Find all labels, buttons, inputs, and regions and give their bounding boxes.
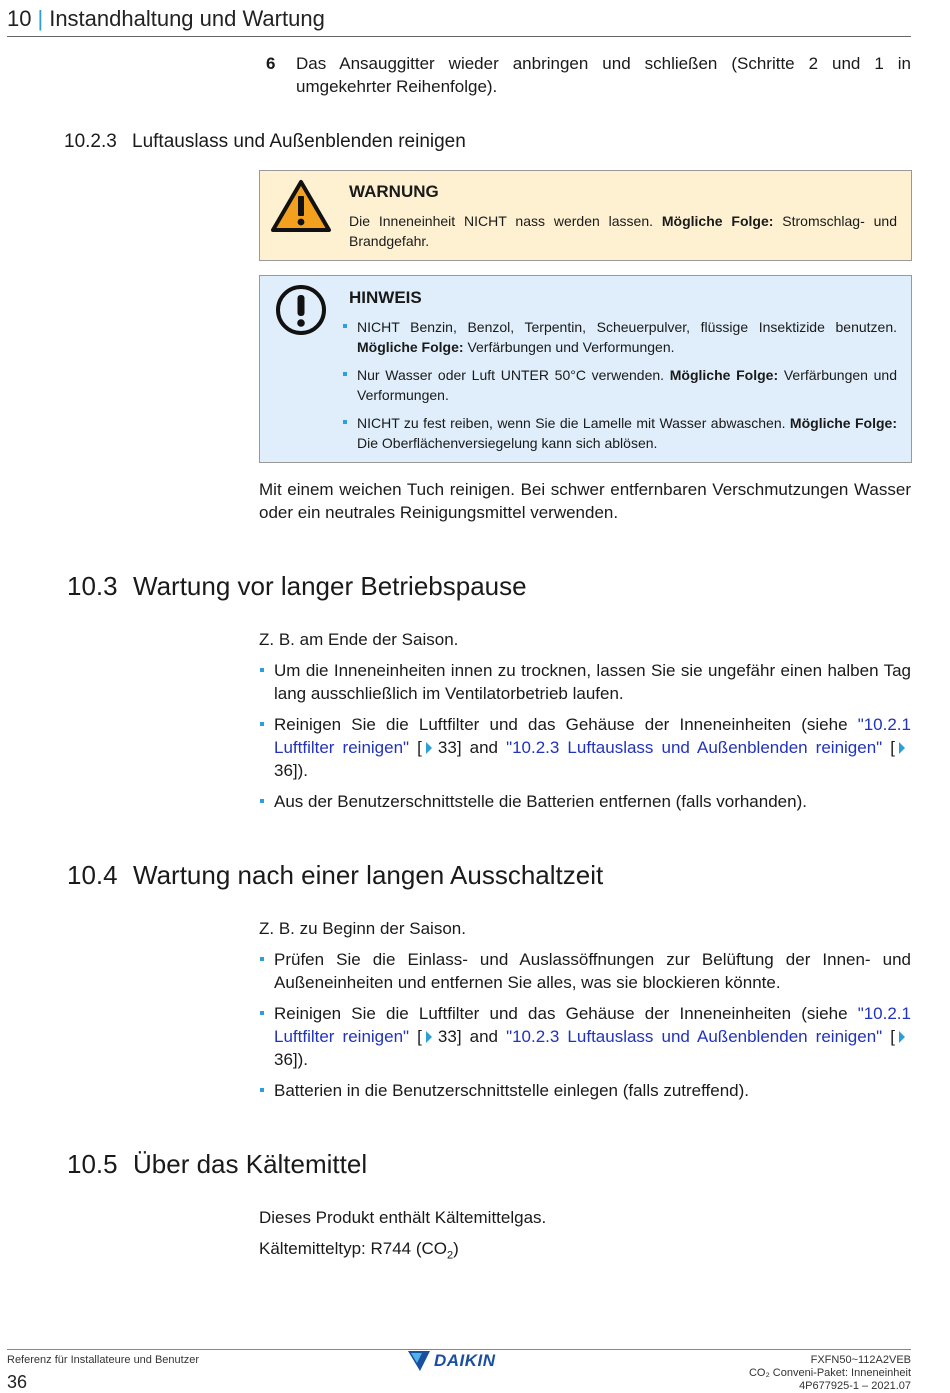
ref-bracket: [ bbox=[409, 1027, 422, 1046]
refrigerant-line-1: Dieses Produkt enthält Kältemittelgas. bbox=[259, 1208, 547, 1227]
notice-item-text: Nur Wasser oder Luft UNTER 50°C verwenden. bbox=[357, 367, 670, 383]
warning-triangle-icon bbox=[270, 179, 332, 233]
section-heading-10-5 bbox=[67, 1149, 367, 1180]
page-ref[interactable]: 36 bbox=[274, 1050, 293, 1069]
notice-title: HINWEIS bbox=[349, 288, 422, 307]
ref-bracket: [ bbox=[409, 738, 422, 757]
notice-item-tail: Die Oberflächenversiegelung kann sich ablösen. bbox=[357, 435, 658, 451]
link-10-2-3[interactable]: "10.2.3 Luftauslass und Außenblenden reinigen" bbox=[506, 738, 883, 757]
bullet bbox=[260, 668, 264, 672]
notice-item bbox=[357, 413, 897, 453]
section-heading-10-4 bbox=[67, 860, 603, 891]
section-intro: Z. B. am Ende der Saison. bbox=[259, 630, 459, 649]
list-item-text: ] and bbox=[456, 1027, 507, 1046]
list-item bbox=[259, 659, 911, 705]
consequence-label: Mögliche Folge: bbox=[661, 213, 774, 229]
warning-title: WARNUNG bbox=[349, 182, 439, 201]
link-10-2-3[interactable]: "10.2.3 Luftauslass und Außenblenden reinigen" bbox=[506, 1027, 883, 1046]
section-heading-10-3 bbox=[67, 571, 527, 602]
list-item-text: ]). bbox=[292, 1050, 309, 1069]
list-item-text: Aus der Benutzerschnittstelle die Batterien entfernen (falls vorhanden). bbox=[274, 792, 807, 811]
header-rule bbox=[7, 36, 911, 37]
bullet bbox=[260, 957, 264, 961]
step-6 bbox=[259, 52, 911, 98]
list-item-text: Reinigen Sie die Luftfilter und das Gehäuse der Inneneinheiten (siehe bbox=[274, 715, 858, 734]
section-10-4-list bbox=[259, 948, 911, 1110]
footer-product-info bbox=[749, 1354, 911, 1393]
warning-text-part: Stromschlag- und Brandgefahr. bbox=[349, 213, 897, 249]
section-number: 10.3 bbox=[67, 571, 118, 601]
section-number: 10.5 bbox=[67, 1149, 118, 1179]
list-item bbox=[259, 713, 911, 782]
bullet bbox=[343, 372, 347, 376]
list-item-text: Batterien in die Benutzerschnittstelle einlegen (falls zutreffend). bbox=[274, 1081, 750, 1100]
notice-list bbox=[357, 317, 897, 461]
notice-box bbox=[259, 275, 912, 463]
model-number: FXFN50~112A2VEB bbox=[810, 1354, 911, 1366]
footer-doc-type: Referenz für Installateure und Benutzer bbox=[7, 1354, 200, 1366]
header-separator: | bbox=[37, 6, 44, 31]
cleaning-paragraph: Mit einem weichen Tuch reinigen. Bei schwer entfernbaren Verschmutzungen Wasser oder ein neutrales Reinigungsmittel verwenden. bbox=[259, 480, 911, 522]
list-item-text: ]). bbox=[292, 761, 309, 780]
notice-item bbox=[357, 365, 897, 405]
ref-bracket: [ bbox=[882, 1027, 896, 1046]
chapter-header bbox=[7, 6, 325, 32]
list-item bbox=[259, 948, 911, 994]
section-10-3-list bbox=[259, 659, 911, 821]
bullet bbox=[260, 722, 264, 726]
notice-item-tail: Verfärbungen und Verformungen. bbox=[463, 339, 675, 355]
subscript: 2 bbox=[447, 1249, 454, 1262]
bullet bbox=[260, 1011, 264, 1015]
product-name: CO₂ Conveni-Paket: Inneneinheit bbox=[748, 1367, 911, 1379]
page-ref-arrow-icon bbox=[899, 1031, 905, 1043]
page-ref[interactable]: 33 bbox=[437, 1027, 457, 1046]
brand-wordmark: DAIKIN bbox=[434, 1351, 496, 1370]
refrigerant-type bbox=[259, 1237, 459, 1267]
section-title: Luftauslass und Außenblenden reinigen bbox=[132, 131, 466, 152]
link-10-2-1[interactable]: "10.2.1 Luftfilter reinigen" bbox=[274, 715, 911, 757]
link-10-2-1[interactable]: "10.2.1 Luftfilter reinigen" bbox=[274, 1004, 911, 1046]
bullet bbox=[343, 420, 347, 424]
list-item-text: ] and bbox=[456, 738, 507, 757]
consequence-label: Mögliche Folge: bbox=[357, 339, 464, 355]
bullet bbox=[260, 799, 264, 803]
section-title: Wartung vor langer Betriebspause bbox=[133, 571, 527, 601]
footer-rule bbox=[7, 1349, 911, 1350]
refrigerant-type-text: Kältemitteltyp: R744 (CO bbox=[259, 1239, 448, 1258]
warning-box bbox=[259, 170, 912, 261]
section-heading-10-2-3 bbox=[64, 131, 466, 153]
page-number: 36 bbox=[7, 1372, 28, 1392]
exclamation-circle-icon bbox=[275, 284, 327, 336]
warning-text bbox=[349, 211, 897, 251]
notice-item-text: NICHT Benzin, Benzol, Terpentin, Scheuerpulver, flüssige Insektizide benutzen. bbox=[357, 319, 897, 335]
daikin-logo-icon bbox=[408, 1351, 430, 1371]
step-text: Das Ansauggitter wieder anbringen und schließen (Schritte 2 und 1 in umgekehrter Reihenfolge). bbox=[296, 54, 911, 96]
page-ref-arrow-icon bbox=[899, 742, 905, 754]
notice-item-text: NICHT zu fest reiben, wenn Sie die Lamelle mit Wasser abwaschen. bbox=[357, 415, 790, 431]
document-number: 4P677925-1 – 2021.07 bbox=[799, 1380, 911, 1392]
ref-bracket: [ bbox=[882, 738, 896, 757]
list-item-text: Reinigen Sie die Luftfilter und das Gehäuse der Inneneinheiten (siehe bbox=[274, 1004, 858, 1023]
consequence-label: Mögliche Folge: bbox=[669, 367, 779, 383]
list-item-text: Um die Inneneinheiten innen zu trocknen, lassen Sie sie ungefähr einen halben Tag lang ausschließlich im Ventilatorbetrieb laufen. bbox=[274, 661, 911, 703]
section-number: 10.2.3 bbox=[64, 131, 117, 152]
step-number: 6 bbox=[266, 54, 276, 73]
chapter-number: 10 bbox=[7, 6, 32, 31]
chapter-title: Instandhaltung und Wartung bbox=[49, 6, 325, 31]
page-ref-arrow-icon bbox=[426, 742, 432, 754]
notice-item bbox=[357, 317, 897, 357]
consequence-label: Mögliche Folge: bbox=[789, 415, 897, 431]
section-title: Wartung nach einer langen Ausschaltzeit bbox=[133, 860, 604, 890]
section-title: Über das Kältemittel bbox=[133, 1149, 368, 1179]
section-intro: Z. B. zu Beginn der Saison. bbox=[259, 919, 466, 938]
bullet bbox=[260, 1088, 264, 1092]
list-item bbox=[259, 1079, 911, 1102]
page-ref[interactable]: 33 bbox=[437, 738, 457, 757]
notice-item-tail: Verfärbungen und Verformungen. bbox=[357, 367, 897, 403]
page-ref-arrow-icon bbox=[426, 1031, 432, 1043]
bullet bbox=[343, 324, 347, 328]
warning-text-part: Die Inneneinheit NICHT nass werden lassen. bbox=[349, 213, 662, 229]
daikin-logo bbox=[408, 1351, 496, 1371]
list-item bbox=[259, 1002, 911, 1071]
section-number: 10.4 bbox=[67, 860, 118, 890]
list-item bbox=[259, 790, 911, 813]
list-item-text: Prüfen Sie die Einlass- und Auslassöffnungen zur Belüftung der Innen- und Außeneinheiten und entfernen Sie alles, was sie blockieren könnte. bbox=[274, 950, 911, 992]
page-ref[interactable]: 36 bbox=[274, 761, 293, 780]
refrigerant-type-text: ) bbox=[453, 1239, 459, 1258]
